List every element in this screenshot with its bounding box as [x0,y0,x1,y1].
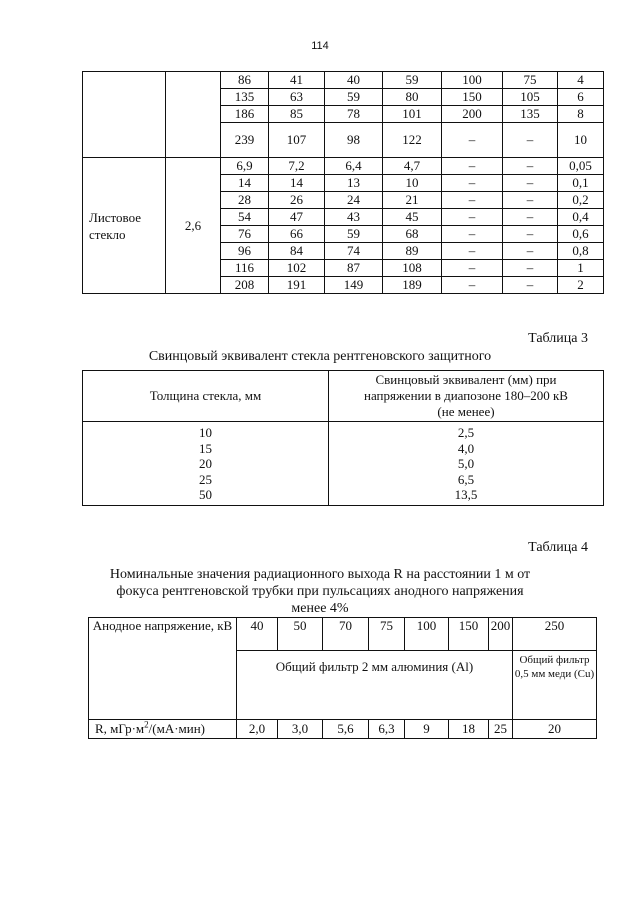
table-cell: 4 [558,72,604,89]
table-attenuation-continued [82,71,604,294]
table3-title: Свинцовый эквивалент стекла рентгеновского защитного [148,349,492,364]
table-cell: – [442,209,503,226]
table-cell: 87 [325,260,383,277]
table-cell: 10 [383,175,442,192]
table-cell: 14 [221,175,269,192]
table-cell: – [442,158,503,175]
table2-material: Листовое стекло [83,158,166,294]
table-cell: 107 [269,123,325,158]
table4-label: Таблица 4 [528,540,588,555]
table-cell: 0,4 [558,209,604,226]
table-cell: 24 [325,192,383,209]
table-cell: 74 [325,243,383,260]
table3-label: Таблица 3 [528,331,588,346]
table-cell: 0,8 [558,243,604,260]
table-cell: 10 [558,123,604,158]
table-cell: – [503,192,558,209]
table-cell: 8 [558,106,604,123]
table-cell: – [442,243,503,260]
table3-thickness-cell [83,422,329,506]
table4-r-value: 20 [513,720,597,739]
table-cell: 41 [269,72,325,89]
table-cell: 135 [221,89,269,106]
table-row [83,158,604,175]
table-radiation-output [88,617,597,739]
table3-lead-value: 2,5 [457,425,475,440]
table-cell: 6 [558,89,604,106]
table4-voltage-value: 50 [278,618,323,651]
table-cell: 80 [383,89,442,106]
table4-r-label: R, $мГр\cdot м^2/(мА\cdot мин)$ [89,720,237,739]
table3-thickness-value: 20 [199,456,212,471]
table4-r-value: 2,0 [237,720,278,739]
table-cell: – [503,175,558,192]
table4-voltage-label: Анодное напряжение, кВ [89,618,237,720]
table3-lead-value: 13,5 [454,487,478,502]
table-cell: 40 [325,72,383,89]
table3-thickness-value: 15 [199,440,212,456]
table3-thickness-value: 50 [199,487,212,502]
table-cell: 21 [383,192,442,209]
table2-group1-density [166,72,221,158]
table4-filter-cu: Общий фильтр 0,5 мм меди (Cu) [513,651,597,720]
table-cell: – [503,226,558,243]
table-cell: 105 [503,89,558,106]
table4-voltage-value: 40 [237,618,278,651]
table2-density: 2,6 [166,158,221,294]
table4-voltage-value: 150 [449,618,489,651]
table4-voltage-value: 70 [323,618,369,651]
table-cell: 86 [221,72,269,89]
table-cell: 135 [503,106,558,123]
table-cell: 208 [221,277,269,294]
table-cell: 45 [383,209,442,226]
table4-voltage-value: 75 [369,618,405,651]
table-cell: 59 [325,226,383,243]
table-cell: 63 [269,89,325,106]
table-cell: 6,4 [325,158,383,175]
table-cell: 84 [269,243,325,260]
table-cell: 150 [442,89,503,106]
table3-lead-cell [329,422,604,506]
table4-r-value: 9 [405,720,449,739]
table4-title: Номинальные значения радиационного выхода R на расстоянии 1 м от фокуса рентгеновской трубки при пульсациях анодного напряжения менее 4% [109,567,531,616]
table3-lead-value: 4,0 [457,440,475,456]
table-cell: 75 [503,72,558,89]
table3-col1-header: Толщина стекла, мм [83,371,329,422]
table-cell: 59 [383,72,442,89]
table-cell: 43 [325,209,383,226]
table-cell: – [503,123,558,158]
table-cell: – [442,277,503,294]
table-cell: 66 [269,226,325,243]
table-cell: 108 [383,260,442,277]
table-cell: 28 [221,192,269,209]
table-cell: – [442,226,503,243]
table-cell: – [503,243,558,260]
table4-voltage-value: 200 [489,618,513,651]
table-lead-equivalent [82,370,604,506]
table2-group1-material [83,72,166,158]
table-cell: 0,05 [558,158,604,175]
table4-r-value: 5,6 [323,720,369,739]
table-cell: 101 [383,106,442,123]
table-cell: 68 [383,226,442,243]
table-cell: 26 [269,192,325,209]
table-row [83,72,604,89]
page-number: 114 [311,40,329,52]
table-cell: 6,9 [221,158,269,175]
table-cell: 0,2 [558,192,604,209]
table-cell: 200 [442,106,503,123]
table-cell: – [503,158,558,175]
table2-body [83,72,604,294]
table-cell: 98 [325,123,383,158]
table-cell: 122 [383,123,442,158]
table-cell: 1 [558,260,604,277]
table-cell: 7,2 [269,158,325,175]
table-cell: – [503,277,558,294]
table-cell: 13 [325,175,383,192]
table-cell: 100 [442,72,503,89]
table-cell: 96 [221,243,269,260]
table-cell: 186 [221,106,269,123]
table3-lead-value: 5,0 [457,456,475,471]
table-cell: – [442,260,503,277]
table-cell: 54 [221,209,269,226]
table4-r-value: 18 [449,720,489,739]
table-cell: – [503,260,558,277]
table-cell: 189 [383,277,442,294]
table-cell: 76 [221,226,269,243]
table-cell: 85 [269,106,325,123]
table-cell: 78 [325,106,383,123]
table-cell: 102 [269,260,325,277]
table-cell: 89 [383,243,442,260]
table4-r-value: 25 [489,720,513,739]
table-cell: 239 [221,123,269,158]
table4-voltage-value: 100 [405,618,449,651]
table-cell: – [503,209,558,226]
table-cell: 59 [325,89,383,106]
table3-lead-value: 6,5 [457,471,475,487]
table3-col2-header: Свинцовый эквивалент (мм) при напряжении в диапозоне 180–200 кВ (не менее) [329,371,604,422]
table-cell: 191 [269,277,325,294]
table4-voltage-value: 250 [513,618,597,651]
table-cell: 0,1 [558,175,604,192]
table-cell: 149 [325,277,383,294]
table3-thickness-value: 25 [199,471,212,487]
table3-thickness-value: 10 [199,425,212,440]
table-cell: 14 [269,175,325,192]
table-cell: 116 [221,260,269,277]
table-cell: – [442,192,503,209]
table-cell: – [442,123,503,158]
table-cell: 2 [558,277,604,294]
table-cell: 4,7 [383,158,442,175]
table4-r-value: 3,0 [278,720,323,739]
table-cell: 47 [269,209,325,226]
table-cell: – [442,175,503,192]
table4-filter-al: Общий фильтр 2 мм алюминия (Al) [237,651,513,720]
table4-r-value: 6,3 [369,720,405,739]
table-cell: 0,6 [558,226,604,243]
